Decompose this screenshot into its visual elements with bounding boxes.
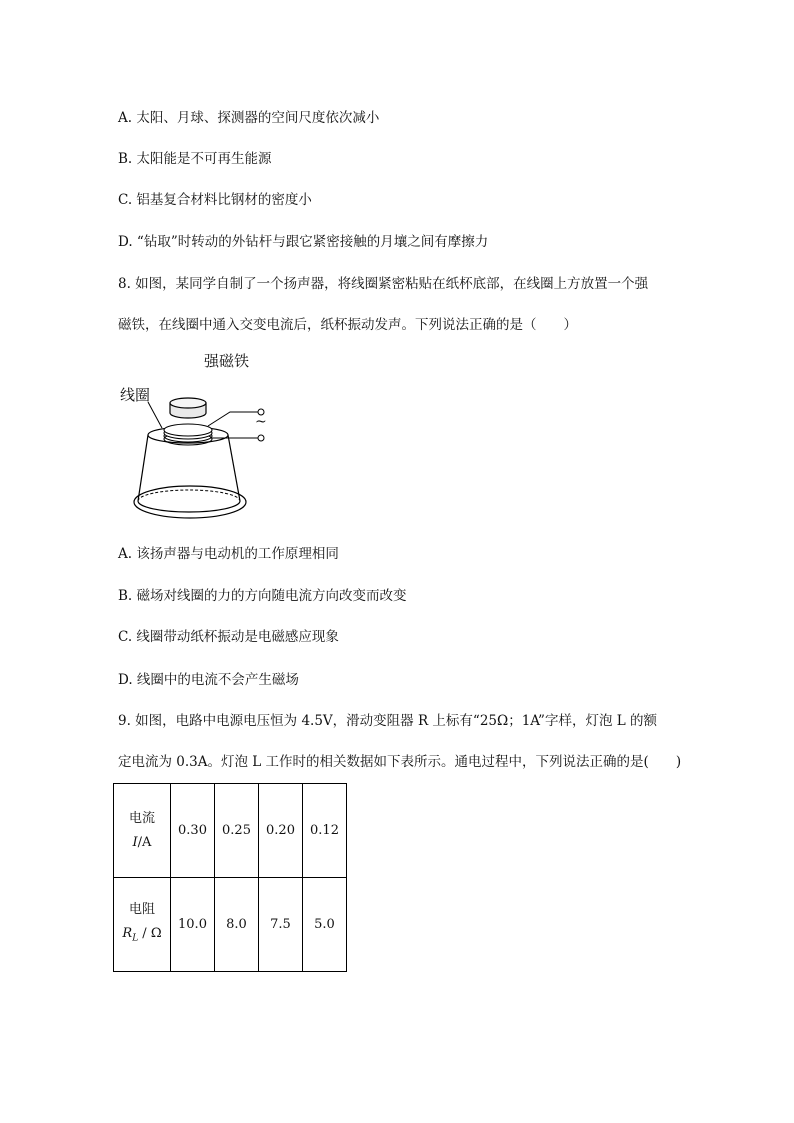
current-value: 0.25 bbox=[215, 784, 259, 878]
resistance-value: 8.0 bbox=[215, 878, 259, 972]
q8-stem-line-2: 磁铁，在线圈中通入交变电流后，纸杯振动发声。下列说法正确的是（ ） bbox=[118, 317, 577, 333]
resistance-row bbox=[114, 878, 347, 972]
magnet-label: 强磁铁 bbox=[204, 352, 250, 370]
q8-option-c: C. 线圈带动纸杯振动是电磁感应现象 bbox=[118, 629, 339, 645]
current-value: 0.30 bbox=[171, 784, 215, 878]
coil-label: 线圈 bbox=[120, 386, 151, 404]
resistance-value: 7.5 bbox=[259, 878, 303, 972]
q8-option-d: D. 线圈中的电流不会产生磁场 bbox=[118, 672, 299, 688]
current-value: 0.12 bbox=[303, 784, 347, 878]
resistance-header bbox=[114, 878, 171, 972]
q7-option-b: B. 太阳能是不可再生能源 bbox=[118, 151, 272, 167]
current-unit: /A bbox=[137, 834, 152, 850]
current-symbol: I bbox=[132, 834, 138, 850]
q7-option-c: C. 铝基复合材料比钢材的密度小 bbox=[118, 192, 312, 208]
q8-stem-line-1: 8. 如图，某同学自制了一个扬声器，将线圈紧密粘贴在纸杯底部，在线圈上方放置一个强 bbox=[118, 276, 649, 292]
q9-stem-line-2: 定电流为 0.3A。灯泡 L 工作时的相关数据如下表所示。通电过程中，下列说法正确的是( ) bbox=[118, 754, 682, 770]
resistance-value: 5.0 bbox=[303, 878, 347, 972]
resistance-unit: / Ω bbox=[138, 926, 162, 942]
current-label: 电流 bbox=[128, 810, 155, 826]
current-row bbox=[114, 784, 347, 878]
q8-option-a: A. 该扬声器与电动机的工作原理相同 bbox=[118, 546, 339, 562]
q7-option-d: D. “钻取”时转动的外钻杆与跟它紧密接触的月壤之间有摩擦力 bbox=[118, 234, 489, 250]
q9-stem-line-1: 9. 如图，电路中电源电压恒为 4.5V，滑动变阻器 R 上标有“25Ω；1A”字样，灯泡 L 的额 bbox=[118, 713, 658, 729]
resistance-label: 电阻 bbox=[128, 902, 155, 918]
resistance-value: 10.0 bbox=[171, 878, 215, 972]
lamp-data-table bbox=[113, 783, 347, 972]
ac-symbol: ~ bbox=[255, 414, 267, 430]
current-header bbox=[114, 784, 171, 878]
speaker-diagram bbox=[118, 348, 288, 528]
resistance-subscript: L bbox=[132, 933, 139, 944]
resistance-symbol: R bbox=[122, 926, 133, 942]
q8-option-b: B. 磁场对线圈的力的方向随电流方向改变而改变 bbox=[118, 588, 407, 604]
q7-option-a: A. 太阳、月球、探测器的空间尺度依次减小 bbox=[118, 110, 380, 126]
speaker-figure bbox=[118, 348, 288, 528]
current-value: 0.20 bbox=[259, 784, 303, 878]
